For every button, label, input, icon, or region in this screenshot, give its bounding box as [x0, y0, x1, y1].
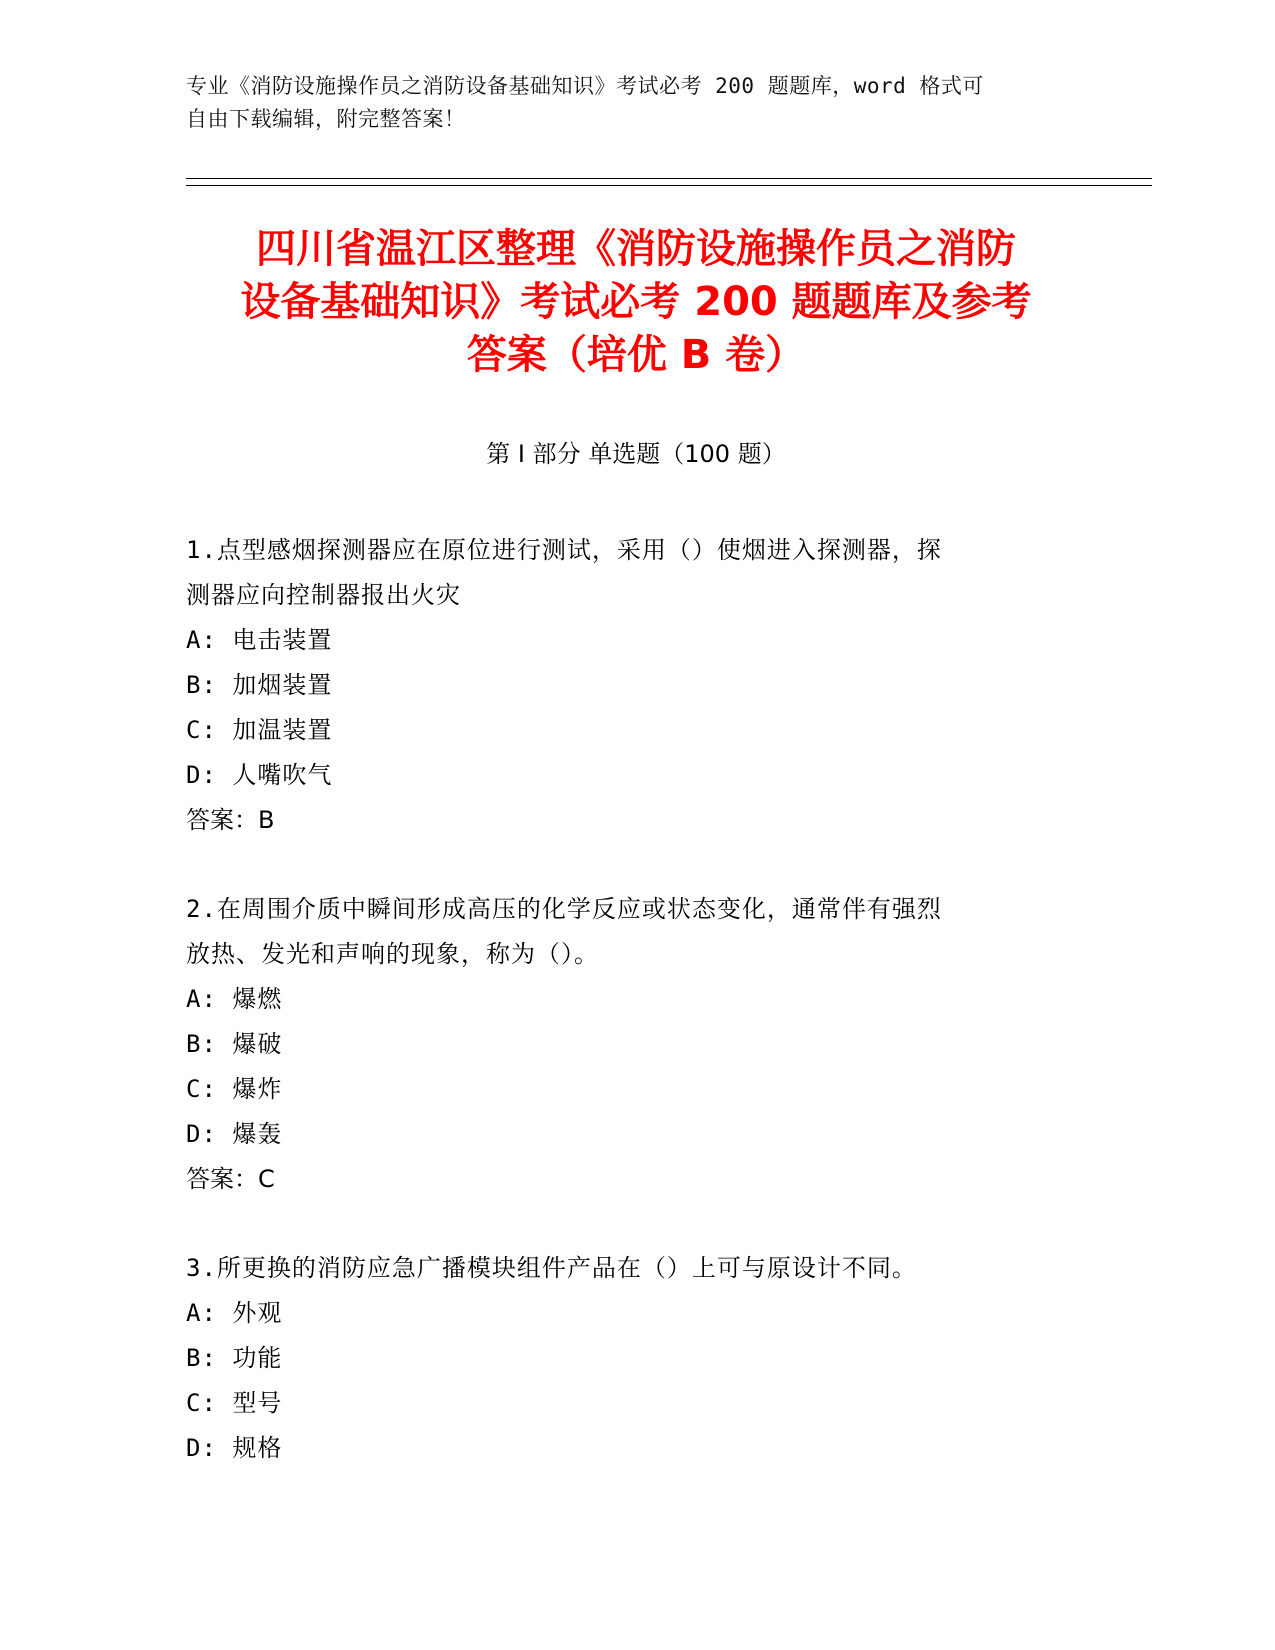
option-c: C: 爆炸: [186, 1075, 283, 1103]
option-a: A: 电击装置: [186, 626, 333, 654]
question-stem: [186, 528, 1066, 618]
header-note: [186, 70, 1066, 136]
question-2: [186, 887, 1066, 1202]
option-d: D: 规格: [186, 1434, 283, 1462]
option-a: A: 外观: [186, 1299, 283, 1327]
header-divider-top: [186, 178, 1152, 179]
question-stem-line: 1.点型感烟探测器应在原位进行测试，采用（）使烟进入探测器，探: [186, 536, 942, 564]
document-title-line-1: 四川省温江区整理《消防设施操作员之消防: [256, 226, 1016, 272]
option-a: A: 爆燃: [186, 985, 283, 1013]
option-c: C: 加温装置: [186, 716, 333, 744]
question-stem-line: 放热、发光和声响的现象，称为（）。: [186, 940, 599, 968]
document-title-line-3: 答案（培优 B 卷）: [466, 332, 806, 378]
header-note-line-1: 专业《消防设施操作员之消防设备基础知识》考试必考 200 题题库，word 格式可: [186, 74, 984, 98]
header-divider-bottom: [186, 185, 1152, 186]
question-stem-line: 测器应向控制器报出火灾: [186, 581, 461, 609]
question-stem: [186, 1246, 1066, 1291]
question-stem: [186, 887, 1066, 977]
question-stem-line: 3.所更换的消防应急广播模块组件产品在（）上可与原设计不同。: [186, 1254, 917, 1282]
document-title: [186, 223, 1086, 382]
section-title: 第 I 部分 单选题（100 题）: [486, 440, 786, 468]
header-note-line-2: 自由下载编辑，附完整答案！: [186, 107, 466, 131]
option-c: C: 型号: [186, 1389, 283, 1417]
option-d: D: 爆轰: [186, 1120, 283, 1148]
option-b: B: 功能: [186, 1344, 283, 1372]
question-1: [186, 528, 1066, 843]
option-b: B: 爆破: [186, 1030, 283, 1058]
question-3: [186, 1246, 1066, 1471]
question-list: [186, 528, 1066, 1515]
answer: 答案：B: [186, 806, 275, 834]
document-title-line-2: 设备基础知识》考试必考 200 题题库及参考: [240, 279, 1032, 325]
option-b: B: 加烟装置: [186, 671, 333, 699]
question-stem-line: 2.在周围介质中瞬间形成高压的化学反应或状态变化，通常伴有强烈: [186, 895, 942, 923]
answer: 答案：C: [186, 1165, 275, 1193]
option-d: D: 人嘴吹气: [186, 761, 333, 789]
